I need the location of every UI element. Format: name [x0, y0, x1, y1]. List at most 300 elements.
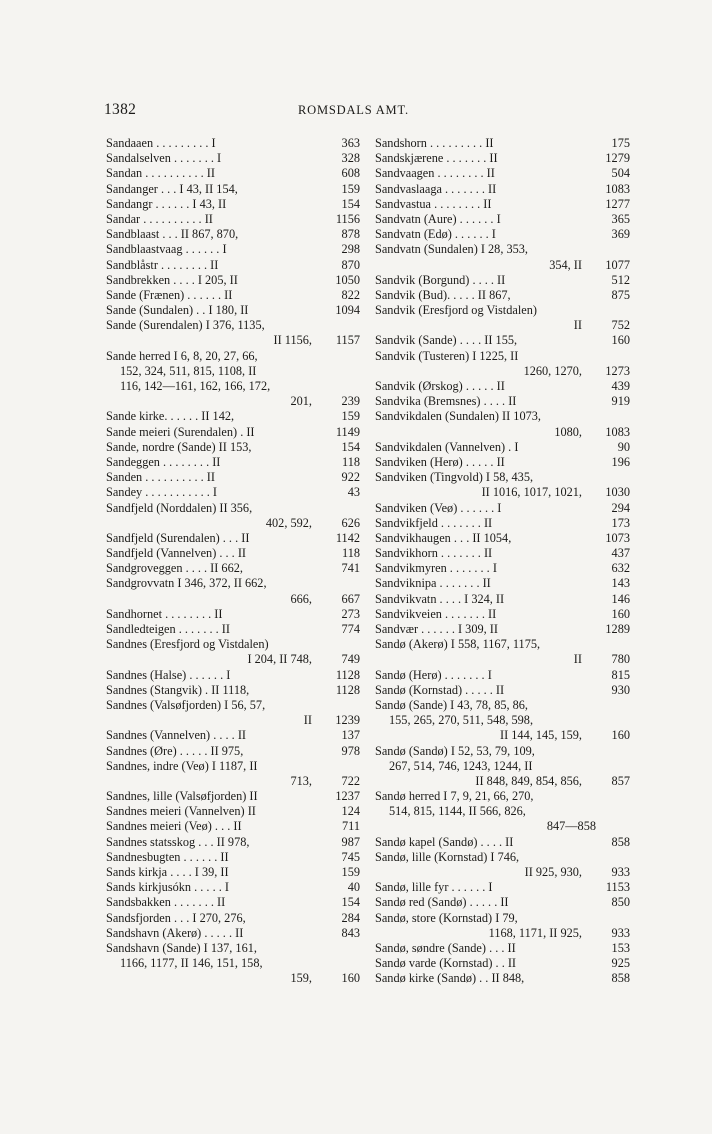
- index-entry: [106, 880, 360, 895]
- entry-page: 154: [341, 196, 360, 211]
- entry-page: 294: [611, 500, 630, 515]
- entry-text: Sandø, lille fyr . . . . . . I: [375, 880, 493, 895]
- entry-text: Sandalselven . . . . . . . I: [106, 151, 222, 166]
- index-entry: [106, 956, 360, 971]
- entry-page: 159: [341, 865, 360, 879]
- index-entry: [375, 182, 630, 197]
- index-entry: [375, 911, 630, 926]
- entry-text: Sandvik (Ørskog) . . . . . II: [375, 379, 505, 393]
- entry-page: 858: [611, 834, 630, 849]
- index-entry: [106, 303, 360, 318]
- entry-text: 666,: [290, 591, 312, 606]
- entry-page: 363: [341, 136, 360, 150]
- entry-page: 850: [611, 895, 630, 910]
- entry-page: 667: [341, 591, 360, 606]
- entry-page: 815: [611, 667, 630, 682]
- entry-page: 146: [611, 591, 630, 606]
- entry-page: 843: [341, 925, 360, 940]
- entry-page: 118: [342, 454, 360, 469]
- index-entry: [106, 637, 360, 652]
- index-entry: [375, 622, 630, 637]
- entry-page: 160: [611, 606, 630, 621]
- index-entry: [375, 880, 630, 895]
- entry-page: 284: [341, 910, 360, 925]
- entry-text: Sandvatn (Edø) . . . . . . I: [375, 227, 496, 242]
- entry-text: Sandviken (Herø) . . . . . II: [375, 454, 505, 469]
- index-entry: [106, 136, 360, 151]
- entry-text: Sandan . . . . . . . . . . II: [106, 166, 215, 181]
- entry-text: Sande (Frænen) . . . . . . II: [106, 287, 233, 302]
- index-entry: [106, 258, 360, 273]
- entry-text: Sandnes (Øre) . . . . . II 975,: [106, 743, 244, 758]
- entry-page: 752: [611, 318, 630, 333]
- index-entry: [106, 516, 360, 531]
- index-entry: [106, 440, 360, 455]
- entry-page: 1279: [605, 151, 630, 166]
- index-entry: [106, 683, 360, 698]
- entry-page: 365: [611, 211, 630, 226]
- entry-text: Sandviken (Veø) . . . . . . I: [375, 500, 502, 515]
- entry-page: 159: [341, 181, 360, 196]
- entry-text: Sandhornet . . . . . . . . II: [106, 606, 223, 621]
- entry-text: Sande (Surendalen) I 376, 1135,: [106, 318, 265, 333]
- entry-page: 1083: [605, 424, 630, 439]
- entry-text: 847—858: [546, 819, 596, 834]
- entry-page: 159: [341, 409, 360, 424]
- entry-text: Sandvastua . . . . . . . . II: [375, 196, 492, 211]
- entry-text: 354, II: [549, 257, 582, 272]
- entry-page: 1156: [335, 211, 360, 226]
- index-entry: [106, 713, 360, 728]
- entry-text: Sandnes (Halse) . . . . . . I: [106, 667, 231, 682]
- index-entry: [106, 971, 360, 986]
- entry-text: Sandnes (Vannelven) . . . . II: [106, 728, 247, 743]
- entry-page: 930: [611, 682, 630, 697]
- entry-text: II 848, 849, 854, 856,: [475, 773, 582, 788]
- index-entry: [106, 895, 360, 910]
- entry-page: 749: [341, 652, 360, 667]
- entry-page: 978: [341, 743, 360, 758]
- entry-text: II 1156,: [273, 333, 312, 348]
- page-number: 1382: [104, 101, 137, 118]
- entry-text: Sandshorn . . . . . . . . . II: [375, 136, 494, 150]
- entry-text: Sandnes, indre (Veø) I 1187, II: [106, 758, 258, 773]
- index-entry: [106, 835, 360, 850]
- index-entry: [106, 774, 360, 789]
- entry-page: 40: [347, 880, 360, 895]
- index-entry: [375, 197, 630, 212]
- index-entry: [106, 668, 360, 683]
- index-entry: [375, 698, 630, 713]
- entry-text: Sande (Sundalen) . . I 180, II: [106, 303, 249, 318]
- index-entry: [375, 652, 630, 667]
- entry-page: 124: [341, 804, 360, 819]
- entry-text: Sandeggen . . . . . . . . II: [106, 454, 221, 469]
- index-entry: [375, 713, 630, 728]
- entry-page: 925: [611, 956, 630, 971]
- index-entry: [106, 273, 360, 288]
- index-entry: [106, 379, 360, 394]
- index-column-right: [375, 136, 630, 987]
- index-entry: [375, 895, 630, 910]
- entry-page: 504: [611, 166, 630, 181]
- entry-text: Sandø kirke (Sandø) . . II 848,: [375, 971, 525, 986]
- entry-page: 1077: [605, 257, 630, 272]
- index-entry: [375, 531, 630, 546]
- entry-text: Sandvik (Eresfjord og Vistdalen): [375, 303, 537, 318]
- entry-text: Sandangr . . . . . . I 43, II: [106, 196, 227, 211]
- entry-text: Sandvær . . . . . . I 309, II: [375, 622, 498, 636]
- index-entry: [375, 242, 630, 257]
- entry-text: Sandshavn (Akerø) . . . . . II: [106, 925, 244, 940]
- entry-text: 514, 815, 1144, II 566, 826,: [389, 804, 526, 819]
- index-entry: [375, 166, 630, 181]
- index-entry: [375, 440, 630, 455]
- entry-text: Sandvikhorn . . . . . . . II: [375, 546, 493, 561]
- entry-page: 741: [341, 561, 360, 576]
- index-entry: [375, 273, 630, 288]
- entry-text: 1080,: [554, 424, 582, 439]
- index-entry: [106, 425, 360, 440]
- index-entry: [106, 546, 360, 561]
- index-entry: [106, 698, 360, 713]
- entry-page: 90: [617, 439, 630, 454]
- index-entry: [375, 592, 630, 607]
- index-entry: [375, 501, 630, 516]
- index-entry: [375, 637, 630, 652]
- entry-page: 1128: [335, 682, 360, 697]
- entry-text: II: [573, 652, 582, 667]
- entry-page: 298: [341, 242, 360, 257]
- entry-page: 512: [611, 272, 630, 287]
- index-entry: [375, 576, 630, 591]
- entry-text: Sandey . . . . . . . . . . . I: [106, 485, 218, 500]
- entry-page: 1157: [335, 333, 360, 348]
- entry-page: 273: [341, 606, 360, 621]
- index-entry: [375, 789, 630, 804]
- index-entry: [106, 182, 360, 197]
- entry-text: Sandvik (Borgund) . . . . II: [375, 272, 506, 287]
- entry-page: 1083: [605, 181, 630, 196]
- entry-page: 1073: [605, 530, 630, 545]
- entry-text: 1166, 1177, II 146, 151, 158,: [120, 956, 263, 971]
- entry-page: 439: [611, 379, 630, 393]
- entry-page: 878: [341, 227, 360, 242]
- entry-text: 402, 592,: [265, 515, 312, 530]
- index-entry: [375, 774, 630, 789]
- index-entry: [375, 956, 630, 971]
- entry-page: 858: [611, 971, 630, 986]
- entry-text: II: [303, 713, 312, 728]
- entry-page: 437: [611, 546, 630, 561]
- entry-text: Sandø, store (Kornstad) I 79,: [375, 910, 518, 925]
- entry-text: 152, 324, 511, 815, 1108, II: [120, 363, 257, 378]
- index-entry: [106, 592, 360, 607]
- index-entry: [106, 288, 360, 303]
- entry-page: 722: [341, 773, 360, 788]
- index-entry: [375, 561, 630, 576]
- entry-page: 43: [347, 485, 360, 500]
- index-entry: [106, 607, 360, 622]
- index-entry: [375, 546, 630, 561]
- index-entry: [106, 804, 360, 819]
- entry-page: 632: [611, 561, 630, 576]
- entry-text: Sandvikvatn . . . . I 324, II: [375, 591, 505, 606]
- index-entry: [375, 303, 630, 318]
- index-entry: [106, 531, 360, 546]
- entry-page: 369: [611, 227, 630, 242]
- running-title: ROMSDALS AMT.: [298, 103, 409, 117]
- index-entry: [106, 151, 360, 166]
- entry-text: Sandvik (Bud). . . . . II 867,: [375, 287, 511, 302]
- entry-text: Sandø herred I 7, 9, 21, 66, 270,: [375, 789, 534, 804]
- entry-page: 711: [342, 819, 360, 834]
- entry-text: Sandaaen . . . . . . . . . I: [106, 136, 216, 150]
- entry-page: 1289: [605, 622, 630, 636]
- index-entry: [106, 470, 360, 485]
- entry-text: Sandanger . . . I 43, II 154,: [106, 181, 238, 196]
- entry-text: Sandar . . . . . . . . . . II: [106, 211, 213, 226]
- index-entry: [106, 926, 360, 941]
- entry-text: Sandfjeld (Surendalen) . . . II: [106, 530, 250, 545]
- entry-page: 987: [341, 834, 360, 849]
- entry-page: 154: [341, 439, 360, 454]
- entry-text: Sandgroveggen . . . . II 662,: [106, 561, 243, 576]
- entry-text: Sandblaastvaag . . . . . . I: [106, 242, 227, 257]
- entry-text: Sands kirkjusókn . . . . . I: [106, 880, 229, 895]
- index-entry: [375, 865, 630, 880]
- entry-page: 175: [611, 136, 630, 150]
- entry-text: Sandbrekken . . . . I 205, II: [106, 272, 238, 287]
- entry-text: Sandvika (Bremsnes) . . . . II: [375, 394, 517, 409]
- index-entry: [106, 409, 360, 424]
- index-entry: [106, 850, 360, 865]
- entry-text: Sandnes (Valsøfjorden) I 56, 57,: [106, 697, 266, 712]
- entry-page: 328: [341, 151, 360, 166]
- entry-text: Sandviken (Tingvold) I 58, 435,: [375, 470, 534, 485]
- entry-page: 143: [611, 576, 630, 591]
- index-entry: [375, 819, 630, 834]
- index-entry: [375, 683, 630, 698]
- entry-text: Sandskjærene . . . . . . . II: [375, 151, 498, 166]
- entry-text: II 925, 930,: [524, 865, 582, 879]
- index-entry: [106, 744, 360, 759]
- entry-text: Sands kirkja . . . . I 39, II: [106, 865, 229, 879]
- entry-page: 1128: [335, 667, 360, 682]
- entry-text: Sandfjeld (Norddalen) II 356,: [106, 500, 253, 515]
- index-entry: [375, 227, 630, 242]
- index-entry: [375, 333, 630, 348]
- index-entry: [375, 926, 630, 941]
- entry-text: Sande meieri (Surendalen) . II: [106, 424, 255, 439]
- index-entry: [375, 759, 630, 774]
- entry-text: Sandnes statsskog . . . II 978,: [106, 834, 250, 849]
- entry-text: Sandø red (Sandø) . . . . . II: [375, 895, 509, 910]
- index-entry: [106, 485, 360, 500]
- entry-page: 153: [611, 940, 630, 955]
- index-entry: [375, 607, 630, 622]
- index-entry: [106, 501, 360, 516]
- index-entry: [375, 470, 630, 485]
- entry-page: 870: [341, 257, 360, 272]
- entry-page: 875: [611, 287, 630, 302]
- index-entry: [375, 379, 630, 394]
- entry-text: Sandsbakken . . . . . . . II: [106, 895, 226, 910]
- entry-text: Sanden . . . . . . . . . . II: [106, 470, 215, 485]
- index-entry: [375, 971, 630, 986]
- entry-page: 1050: [335, 272, 360, 287]
- index-entry: [106, 349, 360, 364]
- entry-text: Sandvikmyren . . . . . . . I: [375, 561, 497, 576]
- entry-text: Sandvikdalen (Sundalen) II 1073,: [375, 409, 541, 424]
- index-entry: [106, 865, 360, 880]
- entry-page: 1030: [605, 485, 630, 500]
- entry-text: 1168, 1171, II 925,: [488, 925, 582, 940]
- index-entry: [106, 728, 360, 743]
- index-entry: [375, 516, 630, 531]
- entry-text: Sandø (Akerø) I 558, 1167, 1175,: [375, 637, 541, 652]
- entry-text: Sandø, søndre (Sande) . . . II: [375, 940, 516, 955]
- index-entry: [375, 258, 630, 273]
- index-entry: [106, 364, 360, 379]
- entry-text: Sandvikdalen (Vannelven) . I: [375, 439, 519, 454]
- entry-text: 201,: [290, 394, 312, 409]
- entry-text: Sandnes meieri (Veø) . . . II: [106, 819, 242, 834]
- entry-text: Sandø, lille (Kornstad) I 746,: [375, 849, 520, 864]
- entry-text: 713,: [290, 773, 312, 788]
- index-entry: [375, 364, 630, 379]
- index-entry: [106, 212, 360, 227]
- entry-page: 774: [341, 622, 360, 636]
- entry-page: 1153: [605, 880, 630, 895]
- index-column-left: [106, 136, 360, 987]
- entry-page: 1149: [335, 424, 360, 439]
- index-entry: [106, 911, 360, 926]
- entry-text: 116, 142—161, 162, 166, 172,: [120, 379, 271, 393]
- index-entry: [375, 668, 630, 683]
- entry-page: 822: [341, 287, 360, 302]
- index-entry: [106, 789, 360, 804]
- entry-page: 626: [341, 515, 360, 530]
- entry-text: Sande kirke. . . . . . II 142,: [106, 409, 235, 424]
- index-entry: [106, 819, 360, 834]
- index-entry: [375, 394, 630, 409]
- entry-page: 160: [341, 971, 360, 986]
- entry-text: 159,: [290, 971, 312, 986]
- index-entry: [106, 166, 360, 181]
- entry-page: 922: [341, 470, 360, 485]
- entry-page: 1273: [605, 363, 630, 378]
- entry-text: Sandshavn (Sande) I 137, 161,: [106, 940, 257, 955]
- entry-page: 154: [341, 895, 360, 910]
- entry-text: II 1016, 1017, 1021,: [481, 485, 582, 500]
- entry-page: 1237: [335, 789, 360, 804]
- entry-text: Sandø kapel (Sandø) . . . . II: [375, 834, 514, 849]
- entry-page: 1142: [335, 530, 360, 545]
- entry-text: Sandvikfjeld . . . . . . . II: [375, 515, 493, 530]
- entry-page: 1094: [335, 303, 360, 318]
- entry-text: Sandblåstr . . . . . . . . II: [106, 257, 219, 272]
- entry-text: Sandvikveien . . . . . . . II: [375, 606, 497, 621]
- entry-page: 780: [611, 652, 630, 667]
- entry-text: Sandnes (Stangvik) . II 1118,: [106, 682, 250, 697]
- entry-text: Sandø varde (Kornstad) . . II: [375, 956, 517, 971]
- index-entry: [375, 835, 630, 850]
- index-entry: [375, 136, 630, 151]
- entry-text: Sandvatn (Sundalen) I 28, 353,: [375, 242, 529, 257]
- entry-text: Sandø (Sande) I 43, 78, 85, 86,: [375, 697, 529, 712]
- entry-text: Sandvik (Tusteren) I 1225, II: [375, 348, 519, 363]
- index-entry: [106, 242, 360, 257]
- entry-page: 239: [341, 394, 360, 409]
- index-entry: [106, 576, 360, 591]
- entry-page: 118: [342, 546, 360, 561]
- entry-text: Sandvaagen . . . . . . . . II: [375, 166, 495, 181]
- entry-text: Sandnes, lille (Valsøfjorden) II: [106, 789, 258, 804]
- entry-text: Sandvikhaugen . . . II 1054,: [375, 530, 512, 545]
- index-entry: [106, 197, 360, 212]
- entry-text: Sandvaslaaga . . . . . . . II: [375, 181, 497, 196]
- entry-text: Sandviknipa . . . . . . . II: [375, 576, 491, 591]
- entry-page: 137: [341, 728, 360, 743]
- index-entry: [375, 288, 630, 303]
- index-entry: [375, 850, 630, 865]
- entry-text: Sandnes (Eresfjord og Vistdalen): [106, 637, 269, 652]
- entry-page: 919: [611, 394, 630, 409]
- index-entry: [106, 227, 360, 242]
- entry-text: Sandvatn (Aure) . . . . . . I: [375, 211, 501, 226]
- entry-page: 1277: [605, 196, 630, 211]
- entry-text: II: [573, 318, 582, 333]
- entry-text: II 144, 145, 159,: [500, 728, 582, 743]
- entry-page: 196: [611, 454, 630, 469]
- index-entry: [106, 622, 360, 637]
- entry-page: 160: [611, 728, 630, 743]
- index-entry: [375, 804, 630, 819]
- entry-text: Sandgrovvatn I 346, 372, II 662,: [106, 576, 267, 591]
- entry-text: Sandvik (Sande) . . . . II 155,: [375, 333, 518, 348]
- page-header: [0, 101, 712, 123]
- index-entry: [106, 561, 360, 576]
- index-entry: [375, 744, 630, 759]
- entry-text: Sandsfjorden . . . I 270, 276,: [106, 910, 246, 925]
- entry-text: Sande, nordre (Sande) II 153,: [106, 439, 252, 454]
- index-entry: [106, 652, 360, 667]
- entry-page: 608: [341, 166, 360, 181]
- index-entry: [106, 318, 360, 333]
- index-entry: [106, 455, 360, 470]
- entry-text: 267, 514, 746, 1243, 1244, II: [389, 758, 533, 773]
- index-entry: [375, 941, 630, 956]
- index-entry: [375, 455, 630, 470]
- entry-page: 1239: [335, 713, 360, 728]
- index-entry: [375, 485, 630, 500]
- entry-text: Sande herred I 6, 8, 20, 27, 66,: [106, 348, 258, 363]
- index-entry: [375, 349, 630, 364]
- entry-page: 857: [611, 773, 630, 788]
- index-entry: [375, 318, 630, 333]
- index-entry: [375, 728, 630, 743]
- entry-text: Sandø (Sandø) I 52, 53, 79, 109,: [375, 743, 535, 758]
- entry-text: Sandblaast . . . II 867, 870,: [106, 227, 239, 242]
- entry-page: 173: [611, 515, 630, 530]
- entry-text: I 204, II 748,: [247, 652, 312, 667]
- index-entry: [106, 394, 360, 409]
- entry-text: Sandledteigen . . . . . . . II: [106, 622, 230, 636]
- index-entry: [106, 941, 360, 956]
- entry-text: 155, 265, 270, 511, 548, 598,: [389, 713, 534, 728]
- entry-text: Sandfjeld (Vannelven) . . . II: [106, 546, 247, 561]
